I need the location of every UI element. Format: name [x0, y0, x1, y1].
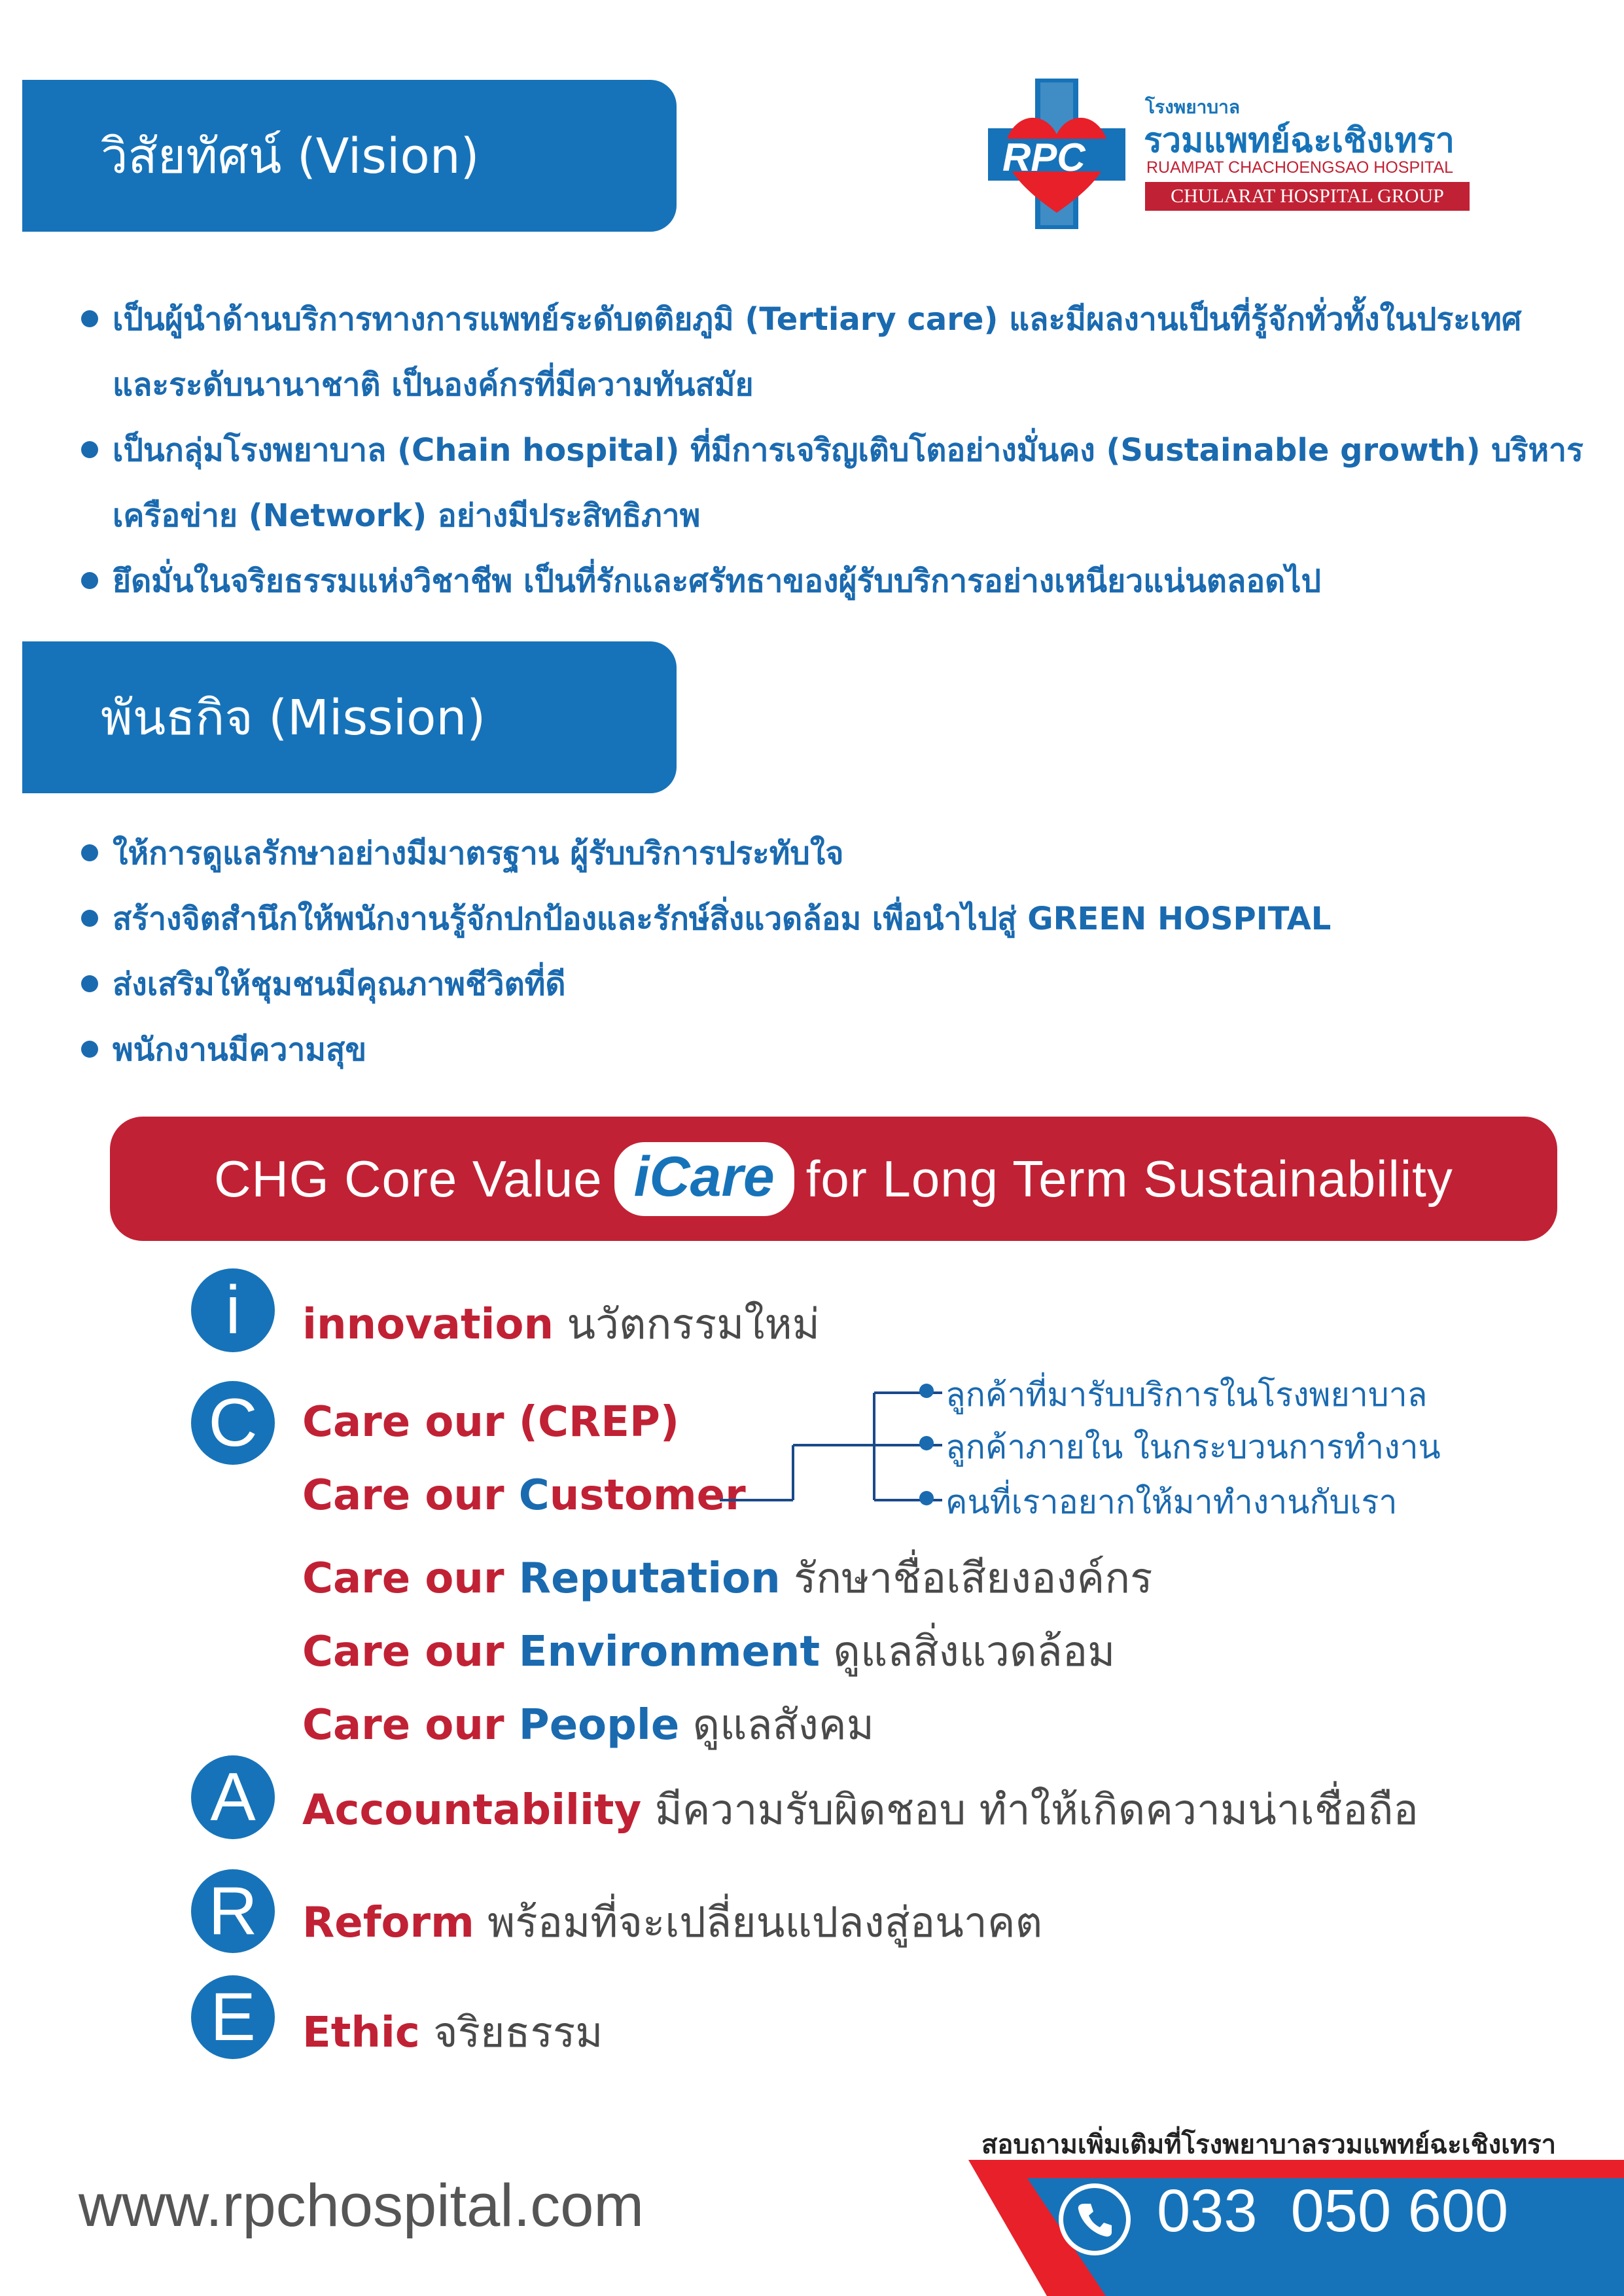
customer-row [302, 1471, 746, 1520]
vision-tab-label: วิสัยทัศน์ (Vision) [101, 128, 480, 185]
environment-row [302, 1618, 1115, 1685]
letter-a-circle [191, 1755, 275, 1839]
letter-i: i [225, 1272, 241, 1348]
reform-th: พร้อมที่จะเปลี่ยนแปลงสู่อนาคต [487, 1899, 1043, 1947]
core-value-banner [110, 1117, 1557, 1241]
contact-label: สอบถามเพิ่มเติมที่โรงพยาบาลรวมแพทย์ฉะเชิงเทรา [981, 2130, 1557, 2160]
people-th: ดูแลสังคม [692, 1701, 874, 1749]
icare-badge: iCare [614, 1142, 794, 1216]
letter-r-circle [191, 1869, 275, 1953]
letter-e-circle [191, 1975, 275, 2059]
mission-tab [22, 641, 677, 793]
vision-item: ยึดมั่นในจริยธรรมแห่งวิชาชีพ เป็นที่รักและศรัทธาของผู้รับบริการอย่างเหนียวแน่นตลอดไป [79, 548, 1583, 614]
customer-rest: ustomer [549, 1471, 746, 1520]
innovation-th: นวัตกรรมใหม่ [567, 1300, 820, 1349]
banner-prefix: CHG Core Value [214, 1149, 603, 1208]
reform-row [302, 1889, 1042, 1956]
logo-group: CHULARAT HOSPITAL GROUP [1171, 185, 1444, 207]
letter-e: E [210, 1979, 256, 2055]
website-link[interactable]: www.rpchospital.com [79, 2172, 644, 2239]
innovation-en: innovation [302, 1300, 554, 1349]
environment-word: Environment [518, 1628, 821, 1676]
reputation-word: Reputation [518, 1554, 781, 1603]
reputation-th: รักษาชื่อเสียงองค์กร [794, 1554, 1153, 1603]
ethic-th: จริยธรรม [433, 2009, 603, 2057]
logo-group-bar [1145, 182, 1470, 211]
logo-thai-name: รวมแพทย์ฉะเชิงเทรา [1144, 121, 1455, 160]
care-prefix: Care our [302, 1471, 519, 1520]
vision-item: เป็นกลุ่มโรงพยาบาล (Chain hospital) ที่มีการเจริญเติบโตอย่างมั่นคง (Sustainable growth) บริหาร [79, 418, 1583, 483]
accountability-en: Accountability [302, 1786, 642, 1835]
care-prefix: Care our [302, 1554, 519, 1603]
letter-i-circle [191, 1268, 275, 1352]
mission-tab-label: พันธกิจ (Mission) [101, 690, 486, 746]
letter-c-circle [191, 1381, 275, 1465]
mission-item: ส่งเสริมให้ชุมชนมีคุณภาพชีวิตที่ดี [79, 952, 1583, 1017]
care-prefix: Care our [302, 1628, 519, 1676]
phone-icon[interactable] [1059, 2183, 1131, 2255]
phone-number[interactable]: 033 050 600 [1157, 2178, 1509, 2244]
people-word: People [518, 1701, 680, 1749]
accountability-row [302, 1776, 1419, 1843]
mission-item: พนักงานมีความสุข [79, 1017, 1583, 1083]
letter-r: R [208, 1873, 258, 1949]
ethic-row [302, 1999, 603, 2066]
rpc-mark: RPC [1002, 135, 1086, 179]
banner-suffix: for Long Term Sustainability [805, 1149, 1453, 1208]
mission-item: สร้างจิตสำนึกให้พนักงานรู้จักปกป้องและรักษ์สิ่งแวดล้อม เพื่อนำไปสู่ GREEN HOSPITAL [79, 886, 1583, 952]
mission-item: ให้การดูแลรักษาอย่างมีมาตรฐาน ผู้รับบริการประทับใจ [79, 821, 1583, 886]
letter-c: C [208, 1384, 258, 1461]
customer-sub-item: ลูกค้าที่มารับบริการในโรงพยาบาล [945, 1369, 1427, 1421]
crep-row [302, 1398, 679, 1446]
care-prefix: Care our [302, 1701, 519, 1749]
vision-item-continuation: เครือข่าย (Network) อย่างมีประสิทธิภาพ [113, 497, 701, 534]
hospital-logo [988, 79, 1472, 236]
crep-label: Care our (CREP) [302, 1398, 680, 1446]
customer-initial: C [518, 1471, 550, 1520]
customer-sub-item: คนที่เราอยากให้มาทำงานกับเรา [945, 1477, 1397, 1528]
vision-item-continuation: และระดับนานาชาติ เป็นองค์กรที่มีความทันสมัย [113, 367, 754, 403]
vision-list [79, 287, 1583, 614]
logo-thai-small: โรงพยาบาล [1145, 96, 1240, 118]
people-row [302, 1691, 874, 1758]
mission-list [79, 821, 1583, 1083]
letter-a: A [210, 1759, 256, 1835]
ethic-en: Ethic [302, 2009, 420, 2057]
vision-tab [22, 80, 677, 232]
innovation-row [302, 1291, 820, 1357]
logo-english-name: RUAMPAT CHACHOENGSAO HOSPITAL [1146, 158, 1454, 177]
phone-handset-icon [1075, 2200, 1114, 2239]
accountability-th: มีความรับผิดชอบ ทำให้เกิดความน่าเชื่อถือ [654, 1786, 1419, 1835]
customer-sub-item: ลูกค้าภายใน ในกระบวนการทำงาน [945, 1422, 1441, 1473]
reform-en: Reform [302, 1899, 474, 1947]
vision-item: เป็นผู้นำด้านบริการทางการแพทย์ระดับตติยภูมิ (Tertiary care) และมีผลงานเป็นที่รู้จักทั่วทั้งในประเทศ [79, 287, 1583, 352]
environment-th: ดูแลสิ่งแวดล้อม [833, 1628, 1116, 1676]
reputation-row [302, 1545, 1152, 1611]
